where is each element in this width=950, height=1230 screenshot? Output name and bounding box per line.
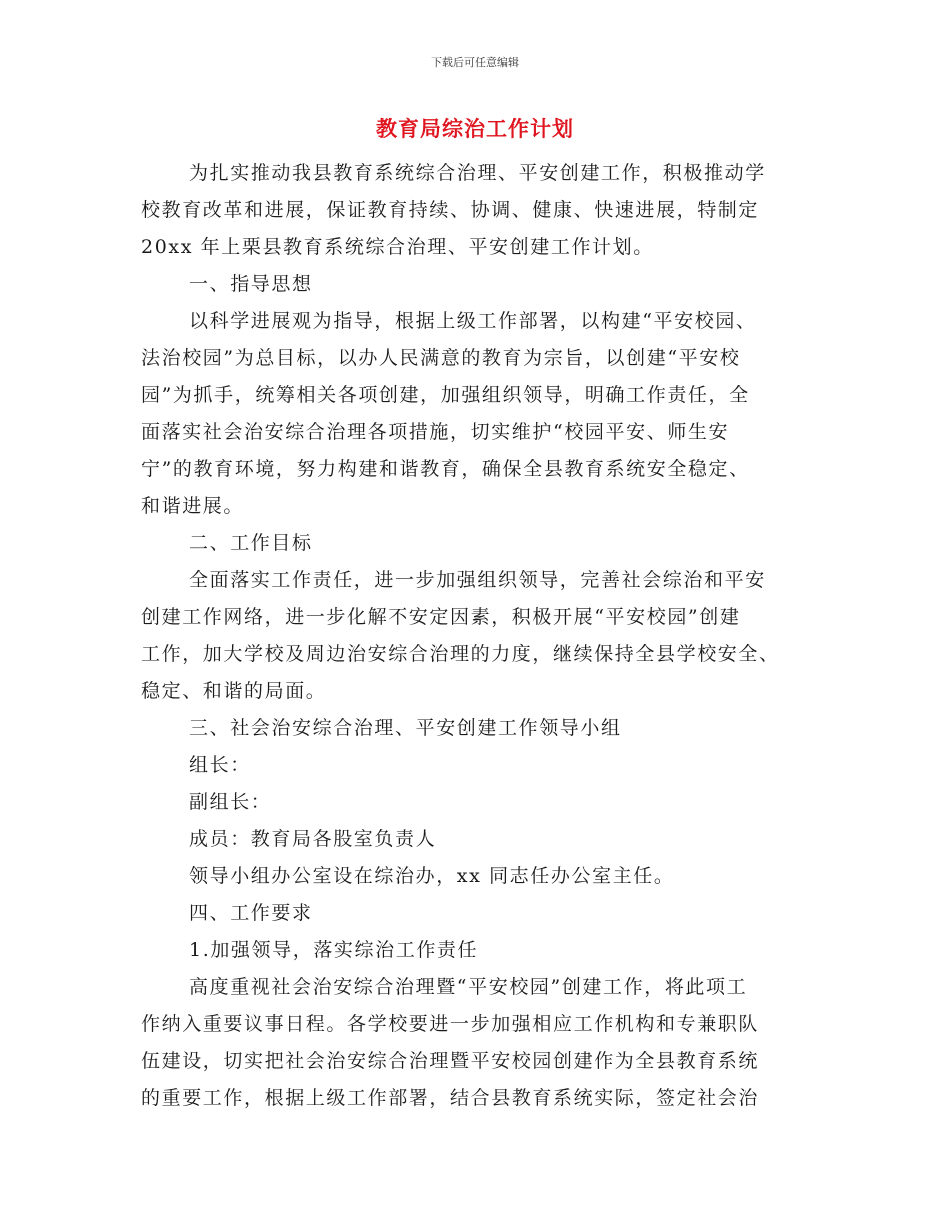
- paragraph-line: 面落实社会治安综合治理各项措施，切实维护“校园平安、师生安: [141, 421, 730, 443]
- paragraph-line: 和谐进展。: [141, 495, 245, 517]
- paragraph-line: 伍建设，切实把社会治安综合治理暨平安校园创建作为全县教育系统: [141, 1050, 760, 1072]
- group-leader-line: 组长：: [189, 754, 251, 776]
- paragraph-line: 法治校园”为总目标，以办人民满意的教育为宗旨，以创建“平安校: [141, 347, 741, 369]
- paragraph-line: 高度重视社会治安综合治理暨“平安校园”创建工作，将此项工: [189, 976, 748, 998]
- paragraph-line: 20xx 年上栗县教育系统综合治理、平安创建工作计划。: [141, 236, 654, 258]
- paragraph-line: 作纳入重要议事日程。各学校要进一步加强相应工作机构和专兼职队: [141, 1013, 760, 1035]
- page-header-note: 下载后可任意编辑: [431, 56, 519, 69]
- section-heading: 二、工作目标: [189, 532, 313, 554]
- paragraph-line: 以科学进展观为指导，根据上级工作部署，以构建“平安校园、: [189, 310, 757, 332]
- section-heading: 一、指导思想: [189, 273, 313, 295]
- paragraph-line: 工作，加大学校及周边治安综合治理的力度，继续保持全县学校安全、: [141, 643, 780, 665]
- office-line: 领导小组办公室设在综治办，xx 同志任办公室主任。: [189, 865, 675, 887]
- paragraph-line: 校教育改革和进展，保证教育持续、协调、健康、快速进展，特制定: [141, 199, 760, 221]
- paragraph-line: 全面落实工作责任，进一步加强组织领导，完善社会综治和平安: [189, 569, 766, 591]
- paragraph-line: 园”为抓手，统筹相关各项创建，加强组织领导，明确工作责任，全: [141, 384, 750, 406]
- section-heading: 三、社会治安综合治理、平安创建工作领导小组: [189, 717, 622, 739]
- deputy-leader-line: 副组长：: [189, 791, 272, 813]
- document-title: 教育局综治工作计划: [376, 117, 574, 141]
- paragraph-line: 稳定、和谐的局面。: [141, 680, 327, 702]
- subsection-heading: 1.加强领导，落实综治工作责任: [189, 939, 479, 961]
- section-heading: 四、工作要求: [189, 902, 313, 924]
- paragraph-line: 创建工作网络，进一步化解不安定因素，积极开展“平安校园”创建: [141, 606, 741, 628]
- paragraph-line: 的重要工作，根据上级工作部署，结合县教育系统实际，签定社会治: [141, 1087, 760, 1109]
- members-line: 成员：教育局各股室负责人: [189, 828, 437, 850]
- paragraph-line: 为扎实推动我县教育系统综合治理、平安创建工作，积极推动学: [189, 162, 766, 184]
- paragraph-line: 宁”的教育环境，努力构建和谐教育，确保全县教育系统安全稳定、: [141, 458, 750, 480]
